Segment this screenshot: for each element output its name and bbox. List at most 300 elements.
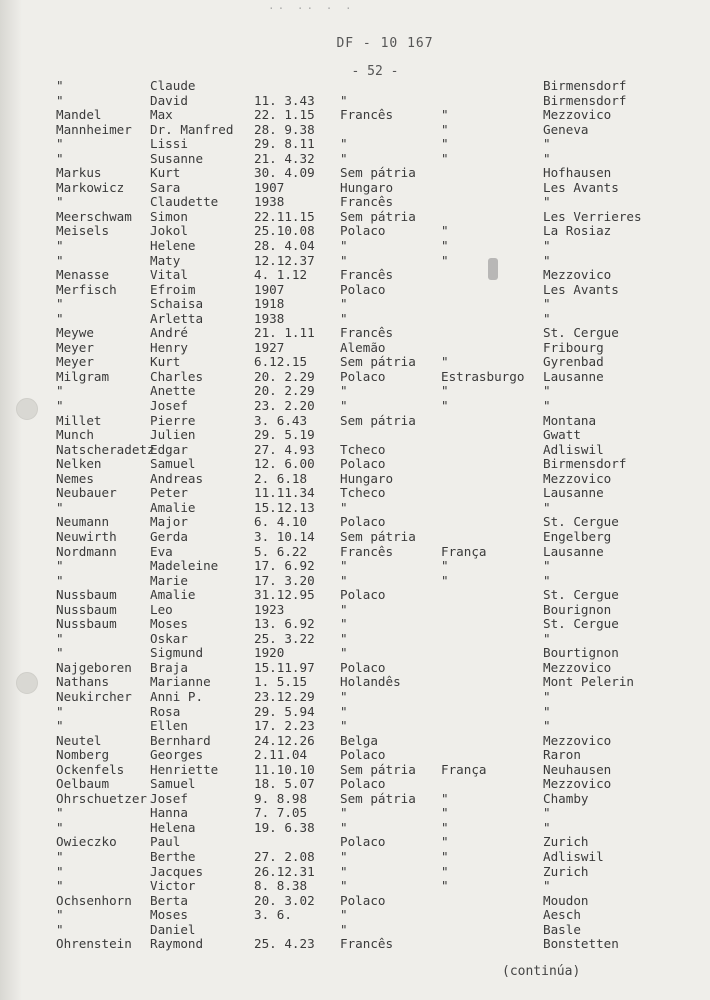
row-nat: Polaco bbox=[340, 368, 386, 384]
row-date: 31.12.95 bbox=[254, 587, 315, 603]
row-date: 3. 6.43 bbox=[254, 412, 308, 428]
row-nat: Francês bbox=[340, 325, 394, 341]
row-surname: " bbox=[56, 921, 64, 937]
register-row bbox=[0, 384, 710, 399]
row-extra: " bbox=[441, 398, 449, 414]
row-place: Mezzovico bbox=[543, 776, 612, 792]
document-reference: DF - 10 167 bbox=[336, 36, 434, 51]
row-extra: " bbox=[441, 863, 449, 879]
row-surname: " bbox=[56, 863, 64, 879]
row-given: Helene bbox=[150, 238, 196, 254]
row-given: Major bbox=[150, 514, 188, 530]
register-row bbox=[0, 399, 710, 414]
row-surname: " bbox=[56, 136, 64, 152]
row-given: Peter bbox=[150, 485, 188, 501]
row-given: Max bbox=[150, 107, 173, 123]
row-surname: Nelken bbox=[56, 456, 102, 472]
register-row bbox=[0, 937, 710, 952]
row-given: Raymond bbox=[150, 936, 204, 952]
row-date: 25. 3.22 bbox=[254, 630, 315, 646]
row-nat: Sem pátria bbox=[340, 208, 416, 224]
row-place: Lausanne bbox=[543, 368, 604, 384]
row-surname: " bbox=[56, 878, 64, 894]
row-place: Bonstetten bbox=[543, 936, 619, 952]
register-row bbox=[0, 297, 710, 312]
row-nat: Alemão bbox=[340, 339, 386, 355]
row-nat: " bbox=[340, 878, 348, 894]
row-place: Engelberg bbox=[543, 528, 612, 544]
row-date: 28. 4.04 bbox=[254, 238, 315, 254]
row-place: Neuhausen bbox=[543, 761, 612, 777]
row-place: La Rosiaz bbox=[543, 223, 612, 239]
register-row bbox=[0, 166, 710, 181]
register-row bbox=[0, 312, 710, 327]
register-row bbox=[0, 763, 710, 778]
row-place: Les Avants bbox=[543, 281, 619, 297]
row-date: 7. 7.05 bbox=[254, 805, 308, 821]
row-date: 27. 2.08 bbox=[254, 848, 315, 864]
row-place: " bbox=[543, 819, 551, 835]
row-nat: " bbox=[340, 848, 348, 864]
row-date: 5. 6.22 bbox=[254, 543, 308, 559]
row-surname: " bbox=[56, 805, 64, 821]
row-place: Mezzovico bbox=[543, 107, 612, 123]
row-date: 23.12.29 bbox=[254, 688, 315, 704]
register-row bbox=[0, 414, 710, 429]
row-surname: " bbox=[56, 907, 64, 923]
row-surname: " bbox=[56, 92, 64, 108]
row-nat: Sem pátria bbox=[340, 790, 416, 806]
row-date: 4. 1.12 bbox=[254, 267, 308, 283]
row-surname: Mandel bbox=[56, 107, 102, 123]
row-nat: " bbox=[340, 805, 348, 821]
register-row bbox=[0, 646, 710, 661]
row-surname: " bbox=[56, 848, 64, 864]
row-date: 17. 2.23 bbox=[254, 718, 315, 734]
row-nat: " bbox=[340, 819, 348, 835]
register-row bbox=[0, 632, 710, 647]
row-date: 29. 5.19 bbox=[254, 427, 315, 443]
row-surname: Oelbaum bbox=[56, 776, 110, 792]
row-given: Ellen bbox=[150, 718, 188, 734]
row-extra: " bbox=[441, 383, 449, 399]
row-date: 19. 6.38 bbox=[254, 819, 315, 835]
row-date: 12.12.37 bbox=[254, 252, 315, 268]
row-place: " bbox=[543, 398, 551, 414]
row-nat: Francês bbox=[340, 107, 394, 123]
row-date: 6.12.15 bbox=[254, 354, 308, 370]
row-date: 6. 4.10 bbox=[254, 514, 308, 530]
row-nat: " bbox=[340, 296, 348, 312]
row-surname: Mannheimer bbox=[56, 121, 132, 137]
row-nat: Polaco bbox=[340, 834, 386, 850]
row-place: Adliswil bbox=[543, 441, 604, 457]
row-nat: " bbox=[340, 238, 348, 254]
row-date: 20. 2.29 bbox=[254, 368, 315, 384]
register-row bbox=[0, 574, 710, 589]
faint-top-marks: ·· ·· · · bbox=[268, 2, 355, 15]
row-place: Lausanne bbox=[543, 485, 604, 501]
row-given: Pierre bbox=[150, 412, 196, 428]
row-nat: Polaco bbox=[340, 892, 386, 908]
register-row bbox=[0, 530, 710, 545]
register-row bbox=[0, 341, 710, 356]
row-date: 30. 4.09 bbox=[254, 165, 315, 181]
register-row bbox=[0, 486, 710, 501]
row-extra: " bbox=[441, 223, 449, 239]
register-row bbox=[0, 254, 710, 269]
row-surname: " bbox=[56, 558, 64, 574]
row-nat: " bbox=[340, 150, 348, 166]
row-nat: Sem pátria bbox=[340, 412, 416, 428]
row-nat: Polaco bbox=[340, 281, 386, 297]
row-place: " bbox=[543, 572, 551, 588]
row-place: Gwatt bbox=[543, 427, 581, 443]
row-surname: " bbox=[56, 819, 64, 835]
row-surname: " bbox=[56, 703, 64, 719]
row-given: Arletta bbox=[150, 310, 204, 326]
register-row bbox=[0, 94, 710, 109]
row-extra: " bbox=[441, 252, 449, 268]
row-surname: Menasse bbox=[56, 267, 110, 283]
row-nat: " bbox=[340, 907, 348, 923]
register-row bbox=[0, 224, 710, 239]
row-place: St. Cergue bbox=[543, 587, 619, 603]
row-date: 11.11.34 bbox=[254, 485, 315, 501]
register-row bbox=[0, 835, 710, 850]
row-given: Claude bbox=[150, 78, 196, 93]
row-given: Rosa bbox=[150, 703, 181, 719]
row-place: " bbox=[543, 150, 551, 166]
row-surname: " bbox=[56, 499, 64, 515]
row-date: 1907 bbox=[254, 179, 285, 195]
row-surname: Nomberg bbox=[56, 747, 110, 763]
row-given: Kurt bbox=[150, 165, 181, 181]
row-place: Fribourg bbox=[543, 339, 604, 355]
row-place: " bbox=[543, 296, 551, 312]
row-place: St. Cergue bbox=[543, 514, 619, 530]
register-row bbox=[0, 865, 710, 880]
register-row bbox=[0, 603, 710, 618]
row-place: Birmensdorf bbox=[543, 456, 627, 472]
register-row bbox=[0, 661, 710, 676]
row-surname: Munch bbox=[56, 427, 94, 443]
row-date: 13. 6.92 bbox=[254, 616, 315, 632]
row-surname: Meisels bbox=[56, 223, 110, 239]
row-nat: " bbox=[340, 572, 348, 588]
row-surname: Nordmann bbox=[56, 543, 117, 559]
row-nat: " bbox=[340, 601, 348, 617]
row-nat: " bbox=[340, 499, 348, 515]
row-date: 1923 bbox=[254, 601, 285, 617]
register-row bbox=[0, 675, 710, 690]
row-place: Bourignon bbox=[543, 601, 612, 617]
row-date: 22. 1.15 bbox=[254, 107, 315, 123]
register-row bbox=[0, 457, 710, 472]
row-surname: " bbox=[56, 296, 64, 312]
row-date: 1938 bbox=[254, 194, 285, 210]
row-surname: Najgeboren bbox=[56, 659, 132, 675]
row-place: " bbox=[543, 194, 551, 210]
row-given: Simon bbox=[150, 208, 188, 224]
row-place: Chamby bbox=[543, 790, 589, 806]
register-row bbox=[0, 443, 710, 458]
row-place: " bbox=[543, 383, 551, 399]
row-surname: Ohrschuetzer bbox=[56, 790, 147, 806]
row-surname: Nussbaum bbox=[56, 616, 117, 632]
row-surname: Nemes bbox=[56, 470, 94, 486]
row-surname: " bbox=[56, 310, 64, 326]
row-surname: Merfisch bbox=[56, 281, 117, 297]
row-extra: " bbox=[441, 354, 449, 370]
row-given: Sara bbox=[150, 179, 181, 195]
row-extra: " bbox=[441, 848, 449, 864]
row-date: 21. 4.32 bbox=[254, 150, 315, 166]
row-surname: Meyer bbox=[56, 354, 94, 370]
row-given: David bbox=[150, 92, 188, 108]
row-nat: " bbox=[340, 310, 348, 326]
row-place: Les Verrieres bbox=[543, 208, 642, 224]
row-nat: " bbox=[340, 558, 348, 574]
row-given: Berta bbox=[150, 892, 188, 908]
row-nat: Polaco bbox=[340, 587, 386, 603]
row-date: 15.11.97 bbox=[254, 659, 315, 675]
page-number: - 52 - bbox=[351, 64, 399, 79]
register-row bbox=[0, 879, 710, 894]
register-row bbox=[0, 515, 710, 530]
row-surname: " bbox=[56, 718, 64, 734]
row-surname: Neutel bbox=[56, 732, 102, 748]
register-row bbox=[0, 588, 710, 603]
row-place: Mezzovico bbox=[543, 470, 612, 486]
register-row bbox=[0, 821, 710, 836]
row-given: Gerda bbox=[150, 528, 188, 544]
register-row bbox=[0, 923, 710, 938]
row-place: " bbox=[543, 805, 551, 821]
row-date: 29. 5.94 bbox=[254, 703, 315, 719]
row-given: Georges bbox=[150, 747, 204, 763]
row-surname: " bbox=[56, 252, 64, 268]
row-nat: Francês bbox=[340, 543, 394, 559]
row-date: 20. 2.29 bbox=[254, 383, 315, 399]
register-row bbox=[0, 792, 710, 807]
row-extra: França bbox=[441, 761, 487, 777]
register-row bbox=[0, 894, 710, 909]
row-given: Victor bbox=[150, 878, 196, 894]
row-given: Moses bbox=[150, 907, 188, 923]
row-place: Lausanne bbox=[543, 543, 604, 559]
register-row bbox=[0, 326, 710, 341]
row-nat: Sem pátria bbox=[340, 165, 416, 181]
row-surname: " bbox=[56, 630, 64, 646]
row-extra: Estrasburgo bbox=[441, 368, 525, 384]
register-row bbox=[0, 617, 710, 632]
row-extra: " bbox=[441, 136, 449, 152]
row-given: Berthe bbox=[150, 848, 196, 864]
row-place: Gyrenbad bbox=[543, 354, 604, 370]
row-surname: Nathans bbox=[56, 674, 110, 690]
row-surname: " bbox=[56, 78, 64, 93]
row-given: Claudette bbox=[150, 194, 219, 210]
row-surname: Markus bbox=[56, 165, 102, 181]
register-row bbox=[0, 806, 710, 821]
row-surname: " bbox=[56, 150, 64, 166]
row-nat: Hungaro bbox=[340, 179, 394, 195]
row-place: Moudon bbox=[543, 892, 589, 908]
row-place: Montana bbox=[543, 412, 597, 428]
row-surname: Ockenfels bbox=[56, 761, 125, 777]
row-surname: " bbox=[56, 238, 64, 254]
row-surname: Nussbaum bbox=[56, 587, 117, 603]
row-nat: Sem pátria bbox=[340, 761, 416, 777]
row-surname: Owieczko bbox=[56, 834, 117, 850]
row-extra: " bbox=[441, 238, 449, 254]
row-date: 2.11.04 bbox=[254, 747, 308, 763]
row-extra: " bbox=[441, 805, 449, 821]
row-given: Braja bbox=[150, 659, 188, 675]
row-place: Birmensdorf bbox=[543, 78, 627, 93]
register-row bbox=[0, 283, 710, 298]
row-extra: " bbox=[441, 790, 449, 806]
row-given: Paul bbox=[150, 834, 181, 850]
row-given: Anni P. bbox=[150, 688, 204, 704]
row-given: Samuel bbox=[150, 776, 196, 792]
row-given: Anette bbox=[150, 383, 196, 399]
row-surname: Meywe bbox=[56, 325, 94, 341]
row-date: 3. 6. bbox=[254, 907, 292, 923]
row-date: 1938 bbox=[254, 310, 285, 326]
row-nat: " bbox=[340, 718, 348, 734]
row-given: Madeleine bbox=[150, 558, 219, 574]
row-surname: Milgram bbox=[56, 368, 110, 384]
register-list bbox=[0, 79, 710, 952]
row-given: Jacques bbox=[150, 863, 204, 879]
register-row bbox=[0, 137, 710, 152]
register-row bbox=[0, 850, 710, 865]
row-place: " bbox=[543, 878, 551, 894]
row-nat: Tcheco bbox=[340, 441, 386, 457]
register-row bbox=[0, 123, 710, 138]
row-surname: Millet bbox=[56, 412, 102, 428]
row-date: 29. 8.11 bbox=[254, 136, 315, 152]
row-date: 11.10.10 bbox=[254, 761, 315, 777]
row-given: Amalie bbox=[150, 587, 196, 603]
register-row bbox=[0, 108, 710, 123]
row-place: Bourtignon bbox=[543, 645, 619, 661]
row-given: Daniel bbox=[150, 921, 196, 937]
row-given: Schaisa bbox=[150, 296, 204, 312]
row-nat: " bbox=[340, 92, 348, 108]
row-date: 27. 4.93 bbox=[254, 441, 315, 457]
row-given: Charles bbox=[150, 368, 204, 384]
row-given: Leo bbox=[150, 601, 173, 617]
row-place: " bbox=[543, 703, 551, 719]
row-given: Lissi bbox=[150, 136, 188, 152]
row-surname: Ochsenhorn bbox=[56, 892, 132, 908]
register-row bbox=[0, 355, 710, 370]
row-date: 17. 6.92 bbox=[254, 558, 315, 574]
row-place: Mezzovico bbox=[543, 732, 612, 748]
row-place: Geneva bbox=[543, 121, 589, 137]
row-nat: " bbox=[340, 921, 348, 937]
row-extra: " bbox=[441, 107, 449, 123]
row-nat: Francês bbox=[340, 194, 394, 210]
row-date: 18. 5.07 bbox=[254, 776, 315, 792]
row-place: Aesch bbox=[543, 907, 581, 923]
row-place: " bbox=[543, 688, 551, 704]
row-extra: " bbox=[441, 121, 449, 137]
row-nat: Polaco bbox=[340, 747, 386, 763]
row-extra: " bbox=[441, 878, 449, 894]
row-given: Edgar bbox=[150, 441, 188, 457]
row-nat: Sem pátria bbox=[340, 354, 416, 370]
row-surname: " bbox=[56, 194, 64, 210]
row-nat: " bbox=[340, 863, 348, 879]
row-place: Raron bbox=[543, 747, 581, 763]
row-place: St. Cergue bbox=[543, 616, 619, 632]
row-nat: " bbox=[340, 136, 348, 152]
row-date: 23. 2.20 bbox=[254, 398, 315, 414]
row-date: 28. 9.38 bbox=[254, 121, 315, 137]
row-given: Henriette bbox=[150, 761, 219, 777]
row-place: " bbox=[543, 558, 551, 574]
register-row bbox=[0, 195, 710, 210]
row-date: 25.10.08 bbox=[254, 223, 315, 239]
row-surname: Neubauer bbox=[56, 485, 117, 501]
row-given: Henry bbox=[150, 339, 188, 355]
row-nat: " bbox=[340, 703, 348, 719]
row-nat: Holandês bbox=[340, 674, 401, 690]
row-given: Bernhard bbox=[150, 732, 211, 748]
register-row bbox=[0, 777, 710, 792]
row-nat: Francês bbox=[340, 267, 394, 283]
row-nat: " bbox=[340, 252, 348, 268]
register-row bbox=[0, 79, 710, 94]
row-place: St. Cergue bbox=[543, 325, 619, 341]
row-surname: Meerschwam bbox=[56, 208, 132, 224]
row-date: 26.12.31 bbox=[254, 863, 315, 879]
row-nat: " bbox=[340, 630, 348, 646]
row-surname: Markowicz bbox=[56, 179, 125, 195]
row-given: Efroim bbox=[150, 281, 196, 297]
row-place: Basle bbox=[543, 921, 581, 937]
register-row bbox=[0, 690, 710, 705]
row-extra: " bbox=[441, 558, 449, 574]
register-row bbox=[0, 734, 710, 749]
row-given: Vital bbox=[150, 267, 188, 283]
row-place: Mont Pelerin bbox=[543, 674, 634, 690]
row-place: Hofhausen bbox=[543, 165, 612, 181]
row-date: 1. 5.15 bbox=[254, 674, 308, 690]
row-given: Susanne bbox=[150, 150, 204, 166]
row-extra: " bbox=[441, 572, 449, 588]
register-row bbox=[0, 545, 710, 560]
row-nat: Sem pátria bbox=[340, 528, 416, 544]
row-surname: " bbox=[56, 572, 64, 588]
row-extra: " bbox=[441, 834, 449, 850]
row-place: Mezzovico bbox=[543, 267, 612, 283]
row-nat: Hungaro bbox=[340, 470, 394, 486]
row-date: 9. 8.98 bbox=[254, 790, 308, 806]
row-surname: Neukircher bbox=[56, 688, 132, 704]
row-place: " bbox=[543, 718, 551, 734]
row-place: Les Avants bbox=[543, 179, 619, 195]
row-given: Josef bbox=[150, 398, 188, 414]
row-nat: Polaco bbox=[340, 659, 386, 675]
register-row bbox=[0, 370, 710, 385]
row-date: 1920 bbox=[254, 645, 285, 661]
register-row bbox=[0, 152, 710, 167]
